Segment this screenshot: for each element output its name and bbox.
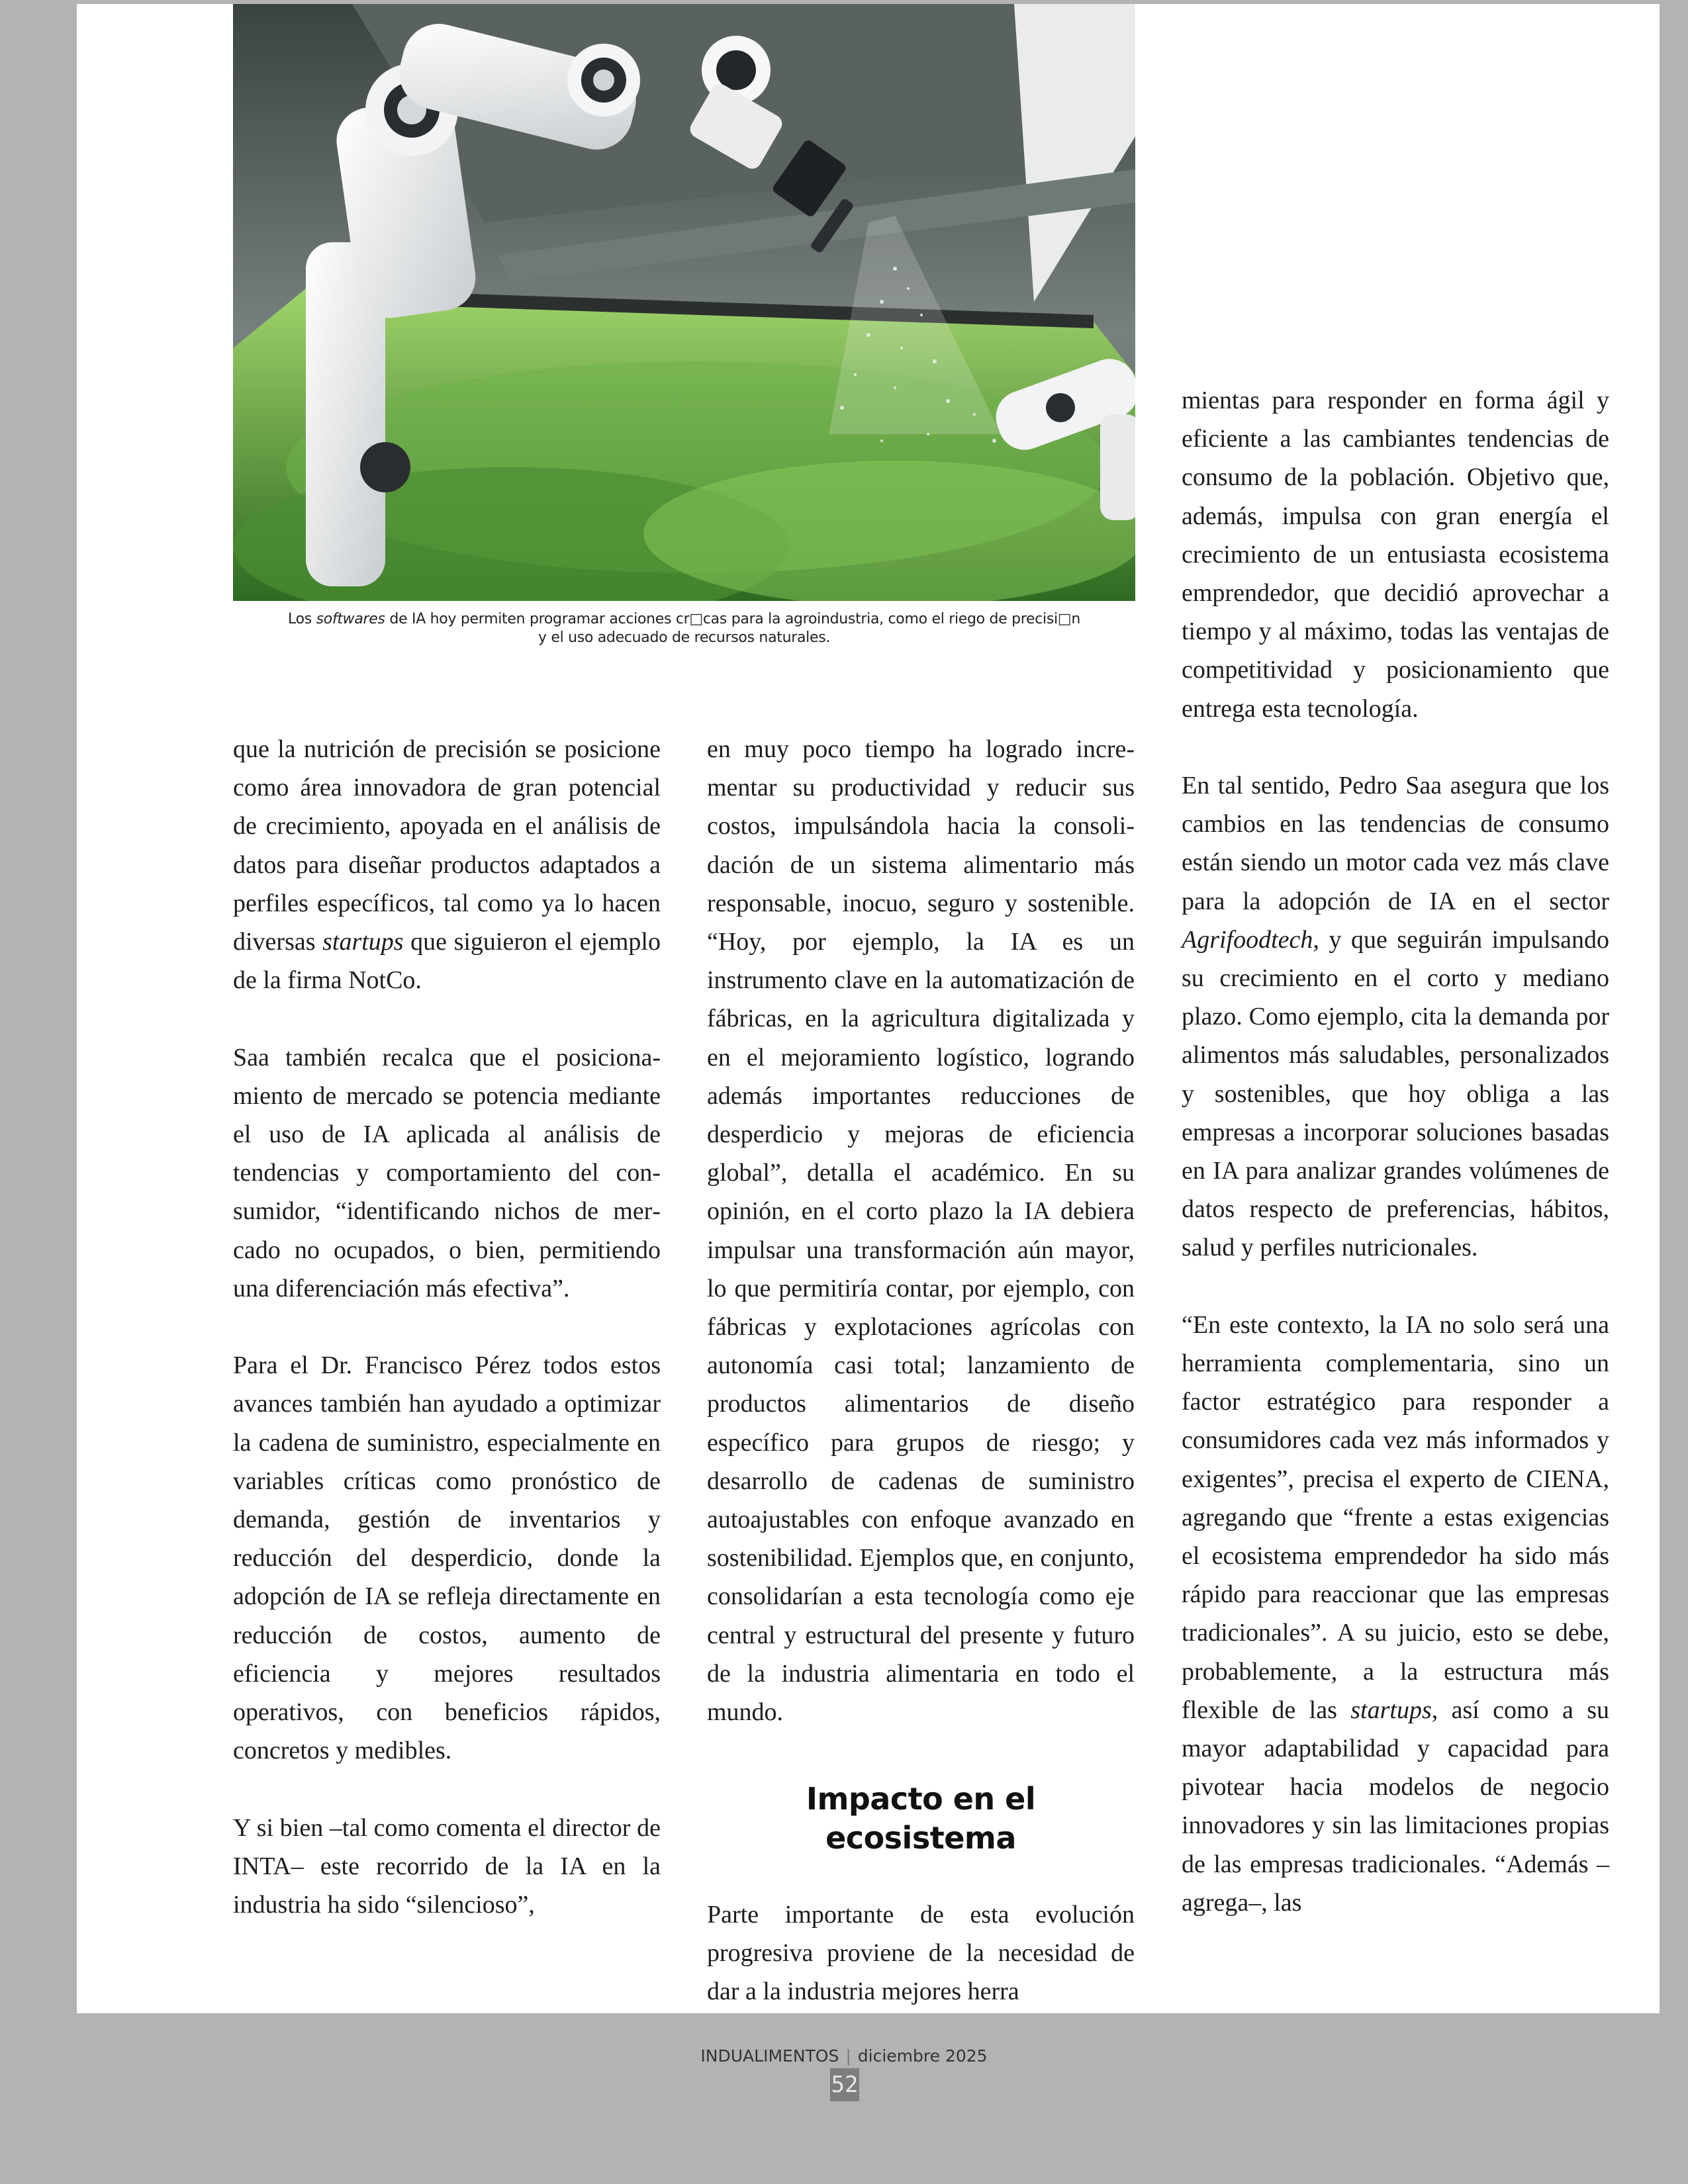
column3-p3-italic: startups — [1350, 1696, 1432, 1724]
column1-p1-italic: startups — [322, 928, 404, 956]
photo-caption — [233, 610, 1135, 647]
column3-paragraph-1: mientas para responder en forma ágil y eficiente a las cambiantes tendencias de consumo de la población. Objetivo que, además, impulsa con gran energía el crecimiento de un entusiasta ecosistema emprendedor, que decidió aprovechar a tiempo y al máximo, todas las ventajas de competitividad y posicionamiento que entrega esta tecnología. — [1182, 387, 1609, 723]
caption-text-rest: de IA hoy permiten programar acciones cr□cas para la agroindustria, como el riego de precisi□n — [385, 611, 1080, 627]
column1-p1-text-a: que la nutrición de precisión se posicione como área innovadora de gran potencial de crecimiento, apoyada en el análisis de datos para diseñar productos adaptados a perfiles específicos, tal como ya lo hacen diversas — [233, 735, 661, 956]
column3-p2-text-a: En tal sentido, Pedro Saa asegura que los cambios en las tendencias de consumo están siendo un motor cada vez más clave para la adopción de IA en el sector — [1182, 772, 1609, 915]
photo-illustration — [233, 4, 1135, 601]
column3-p2-italic: Agrifoodtech — [1182, 925, 1313, 954]
robot-arm-greenhouse-image — [233, 4, 1135, 601]
text-column-2 — [707, 730, 1135, 2011]
publication-name: INDUALIMENTOS — [700, 2046, 839, 2066]
caption-line-2: y el uso adecuado de recursos naturales. — [538, 629, 831, 646]
column3-p3-text-a: “En este contexto, la IA no solo será una herramienta complementaria, sino un factor estratégico para responder a consumidores cada vez más informados y exigentes”, precisa el experto de CIENA, agregando que “frente a estas exigencias el ecosistema emprendedor ha sido más rápido para reaccionar que las empresas tradicionales”. A su juicio, esto se debe, probablemente, a la estructura más flexible de las — [1182, 1310, 1609, 1724]
column3-paragraph-2 — [1182, 766, 1609, 1267]
issue-date: diciembre 2025 — [857, 2046, 988, 2066]
caption-text-start: Los — [288, 611, 316, 627]
footer-separator: | — [845, 2046, 851, 2066]
page-footer — [0, 2046, 1688, 2066]
section-subheading: Impacto en el ecosistema — [806, 1781, 1036, 1856]
column2-paragraph-2: Parte importante de esta evolución progresiva proviene de la necesidad de dar a la industria mejores herra — [707, 1901, 1135, 2006]
column1-p1-text-b: que siguieron el ejemplo de la firma NotCo. — [233, 928, 661, 995]
column1-paragraph-1 — [233, 730, 661, 999]
column3-p3-text-b: , así como a su mayor adaptabilidad y capacidad para pivotear hacia modelos de negocio innovadores y sin las limitaciones propias de las empresas tradicionales. “Además –agrega–, las — [1182, 1696, 1609, 1917]
text-column-3 — [1182, 381, 1609, 1922]
magazine-page — [77, 4, 1660, 2013]
column3-p2-text-b: , y que seguirán impulsando su crecimiento en el corto y mediano plazo. Como ejemplo, cita la demanda por alimentos más saludables, personalizados y sostenibles, que hoy obliga a las empresas a incorporar soluciones basadas en IA para analizar grandes volúmenes de datos respecto de preferencias, hábitos, salud y perfiles nutricionales. — [1182, 925, 1609, 1262]
column1-paragraph-4: Y si bien –tal como comenta el director de INTA– este recorrido de la IA en la industria ha sido “silencioso”, — [233, 1813, 661, 1919]
column3-paragraph-3 — [1182, 1306, 1609, 1922]
text-column-1 — [233, 730, 661, 1924]
column1-paragraph-3: Para el Dr. Francisco Pérez todos estos avances también han ayudado a optimizar la cadena de suministro, especialmente en variables críticas como pronóstico de demanda, gestión de inventarios y reducción del desperdicio, donde la adopción de IA se refleja directamente en reducción de costos, aumento de eficiencia y mejores resultados operativos, con beneficios rápidos, concretos y medibles. — [233, 1351, 661, 1765]
column1-paragraph-2: Saa también recalca que el posicionamiento de mercado se potencia mediante el uso de IA aplicada al análisis de tendencias y comportamiento del consumidor, “identificando nichos de mercado no ocupados, o bien, permitiendo una diferenciación más efectiva”. — [233, 1043, 661, 1302]
page-number: 52 — [830, 2068, 859, 2101]
caption-line-1 — [233, 610, 1135, 629]
column2-paragraph-1: en muy poco tiempo ha logrado incrementar su productividad y reducir sus costos, impulsándola hacia la consolidación de un sistema alimentario más responsable, inocuo, seguro y sostenible. “Hoy, por ejemplo, la IA es un instrumento clave en la automatización de fábricas, en la agricultura digitalizada y en el mejoramiento logístico, logrando además importantes reducciones de desperdicio y mejoras de eficiencia global”, detalla el académico. En su opinión, en el corto plazo la IA debiera impulsar una transformación aún mayor, lo que permitiría contar, por ejemplo, con fábricas y explotaciones agrícolas con autonomía casi total; lanzamiento de productos alimentarios de diseño específico para grupos de riesgo; y desarrollo de cadenas de suministro autoajustables con enfoque avanzado en sostenibilidad. Ejemplos que, en conjunto, consolidarían a esta tecnología como eje central y estructural del presente y futuro de la industria alimentaria en todo el mundo. — [707, 735, 1135, 1727]
caption-italic-word: softwares — [316, 611, 385, 627]
